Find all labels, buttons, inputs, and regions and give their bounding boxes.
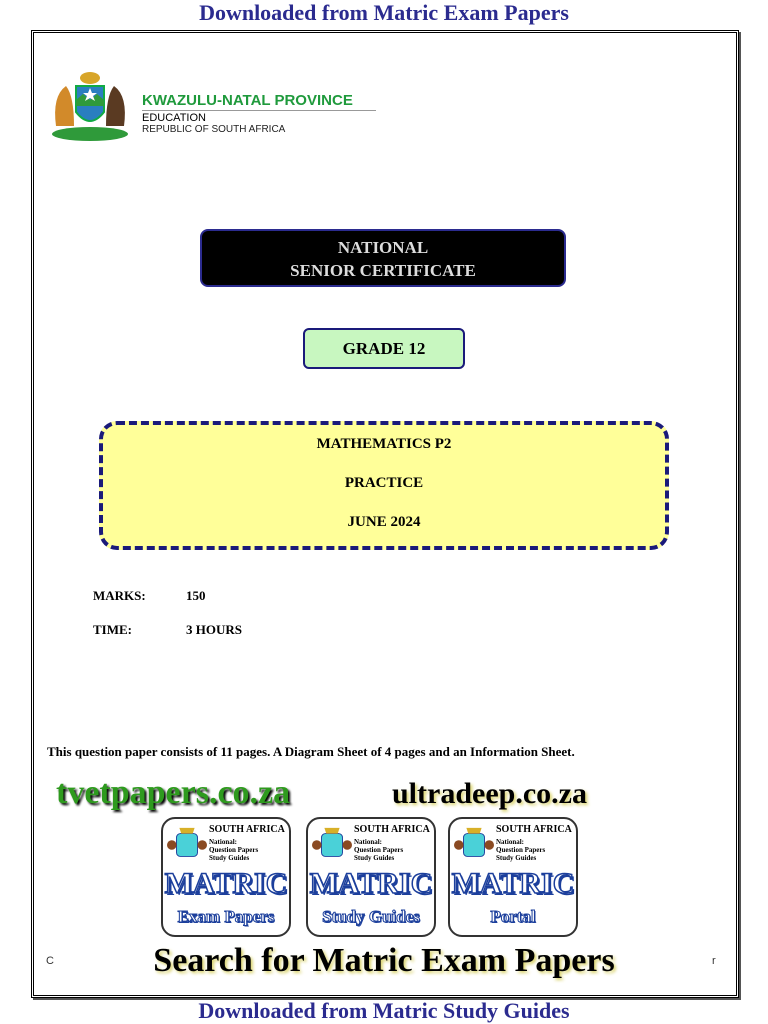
badge-description: National: Question Papers Study Guides bbox=[209, 838, 259, 862]
certificate-line1: NATIONAL bbox=[337, 238, 429, 257]
badge-title: MATRIC bbox=[309, 867, 433, 900]
exam-info-box bbox=[99, 421, 669, 550]
ultradeep-crest-icon bbox=[312, 825, 352, 865]
exam-type: PRACTICE bbox=[344, 475, 424, 491]
badge-country: SOUTH AFRICA bbox=[354, 824, 430, 835]
watermark-top: Downloaded from Matric Exam Papers bbox=[199, 0, 569, 25]
watermark-bottom: Downloaded from Matric Study Guides bbox=[198, 998, 570, 1023]
matric-study-guides-badge[interactable] bbox=[306, 817, 436, 937]
time-value: 3 HOURS bbox=[186, 622, 242, 637]
exam-date: JUNE 2024 bbox=[347, 514, 421, 530]
badge-subtitle: Study Guides bbox=[322, 907, 420, 926]
grade-box: GRADE 12 bbox=[303, 328, 465, 369]
header-divider bbox=[142, 110, 376, 111]
badge-subtitle: Portal bbox=[490, 907, 536, 926]
time-label: TIME: bbox=[93, 622, 132, 637]
kzn-coat-of-arms-icon bbox=[48, 66, 132, 142]
badge-title: MATRIC bbox=[451, 867, 575, 900]
matric-portal-badge[interactable] bbox=[448, 817, 578, 937]
footer-right-text: r bbox=[712, 955, 716, 967]
badge-subtitle: Exam Papers bbox=[177, 907, 275, 926]
country-name: REPUBLIC OF SOUTH AFRICA bbox=[142, 124, 286, 135]
marks-label: MARKS: bbox=[93, 588, 146, 603]
ultradeep-crest-icon bbox=[167, 825, 207, 865]
exam-subject: MATHEMATICS P2 bbox=[316, 436, 452, 452]
badge-description: National: Question Papers Study Guides bbox=[354, 838, 404, 862]
certificate-box bbox=[200, 229, 566, 287]
badge-country: SOUTH AFRICA bbox=[209, 824, 285, 835]
province-name: KWAZULU-NATAL PROVINCE bbox=[142, 92, 353, 109]
badge-title: MATRIC bbox=[164, 867, 288, 900]
matric-exam-papers-badge[interactable] bbox=[161, 817, 291, 937]
badge-country: SOUTH AFRICA bbox=[496, 824, 572, 835]
paper-info-note: This question paper consists of 11 pages. A Diagram Sheet of 4 pages and an Information Sheet. bbox=[47, 744, 575, 759]
department-name: EDUCATION bbox=[142, 112, 206, 124]
footer-left-text: C bbox=[46, 955, 54, 967]
certificate-line2: SENIOR CERTIFICATE bbox=[290, 261, 476, 280]
ultradeep-link[interactable]: ultradeep.co.za bbox=[392, 777, 587, 810]
badge-description: National: Question Papers Study Guides bbox=[496, 838, 546, 862]
marks-value: 150 bbox=[186, 588, 206, 603]
search-banner[interactable]: Search for Matric Exam Papers bbox=[153, 942, 615, 979]
tvetpapers-link[interactable]: tvetpapers.co.za bbox=[56, 774, 291, 811]
ultradeep-crest-icon bbox=[454, 825, 494, 865]
